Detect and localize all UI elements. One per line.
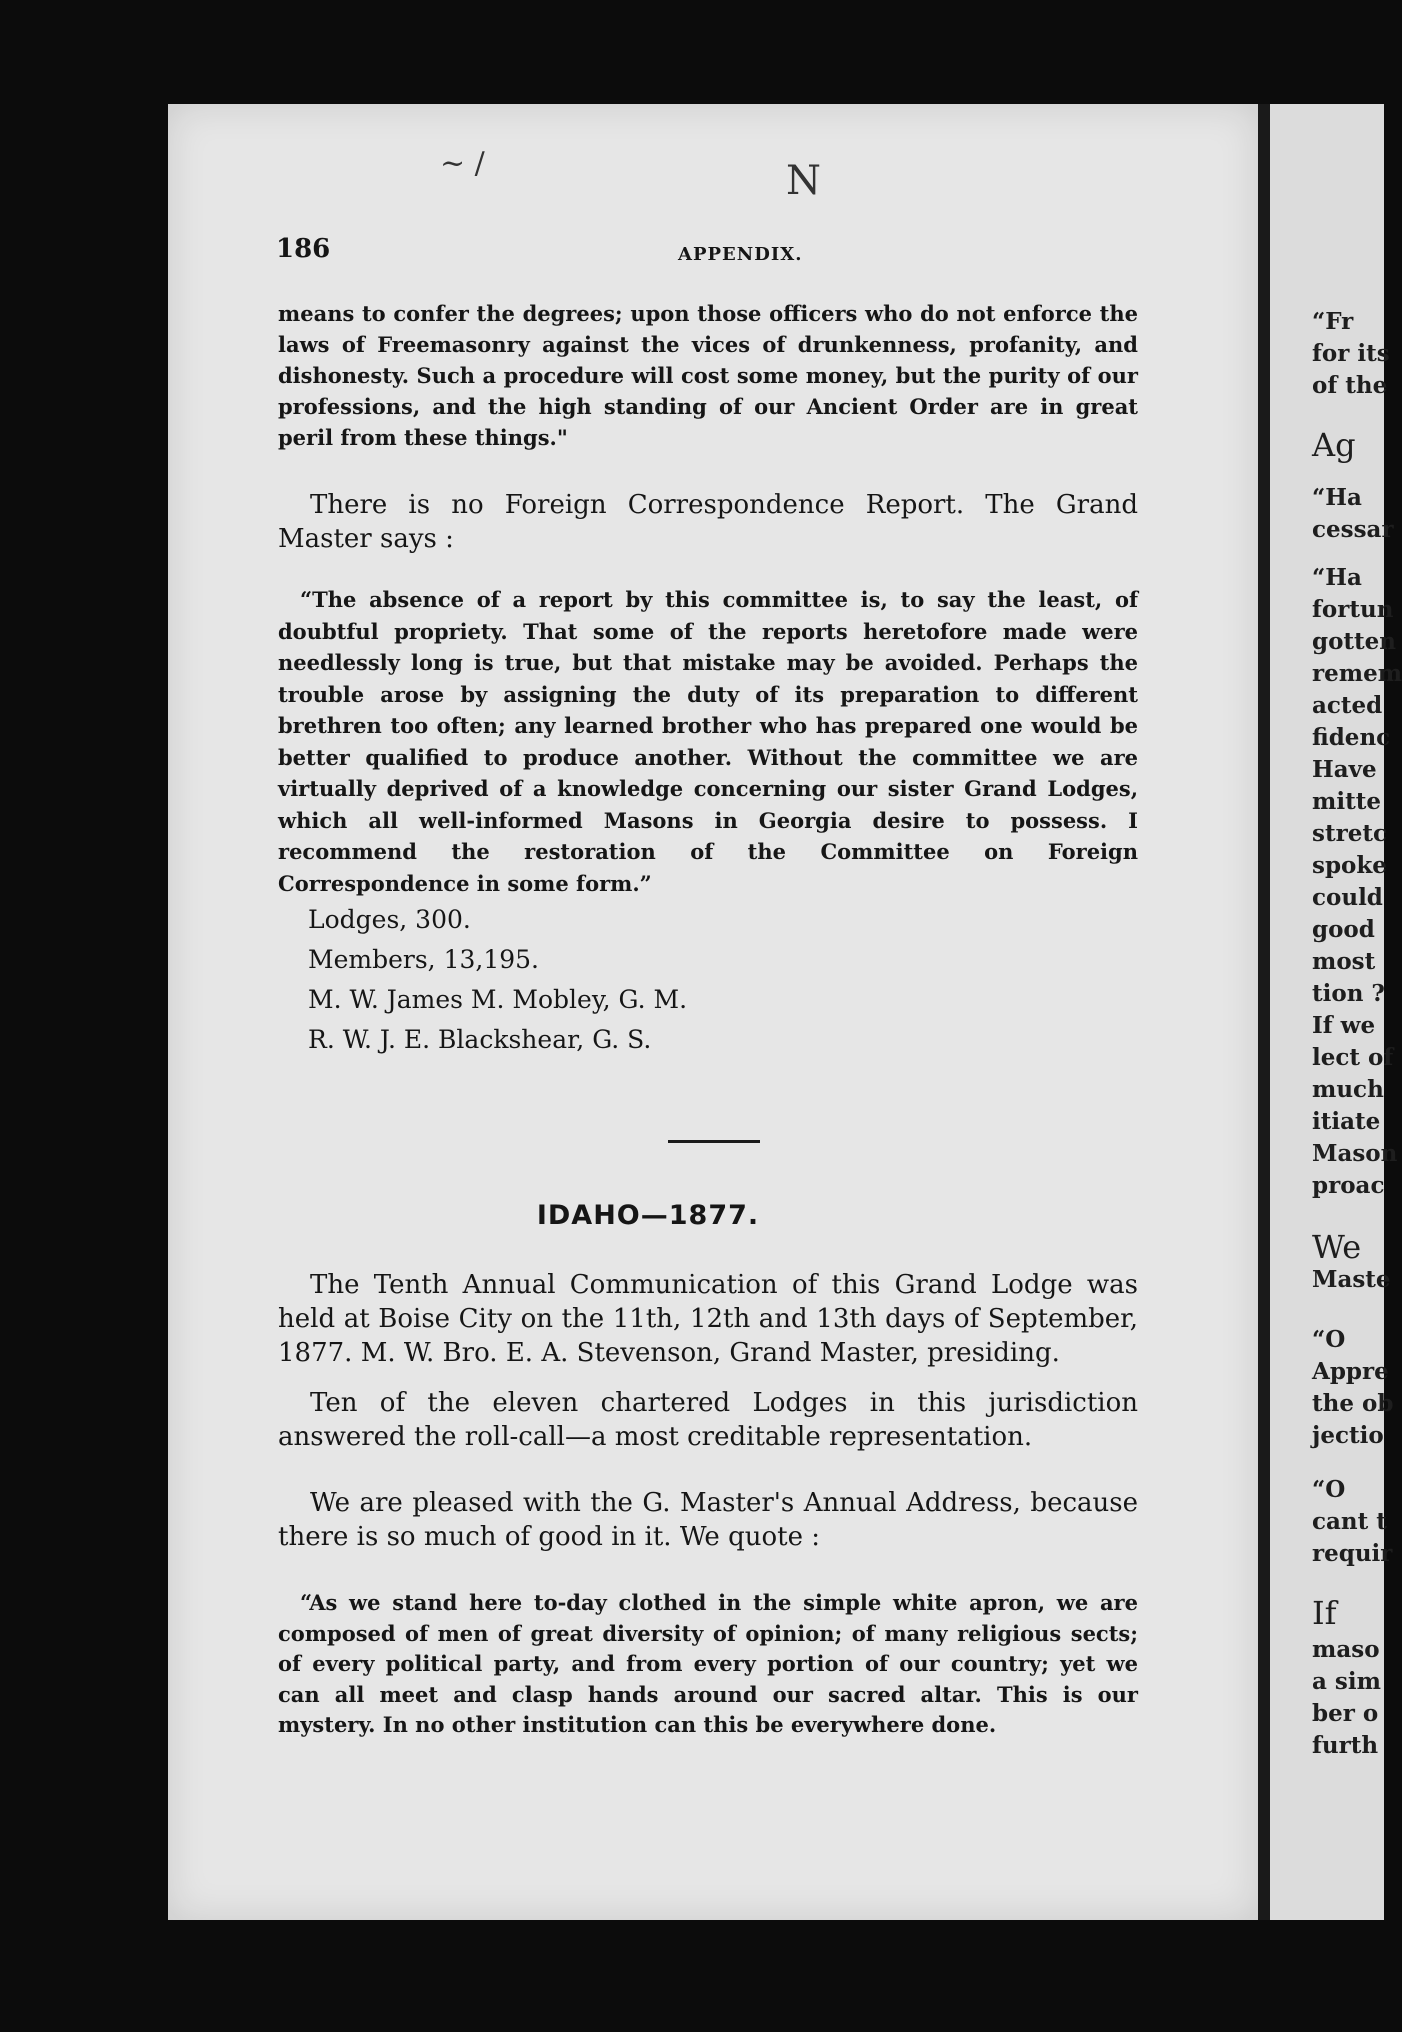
page-number: 186	[276, 234, 331, 264]
facing-page-fragment: gotten	[1312, 628, 1397, 655]
facing-page-fragment: stretc	[1312, 820, 1387, 847]
facing-page-fragment: cessar	[1312, 516, 1394, 543]
handwritten-mark: ~ /	[440, 146, 485, 181]
facing-page-fragment: requir	[1312, 1540, 1393, 1567]
section-heading: IDAHO—1877.	[536, 1200, 760, 1231]
facing-page-fragment: a sim	[1312, 1668, 1381, 1695]
facing-page-fragment: acted	[1312, 692, 1383, 719]
quote-continued	[278, 298, 1138, 453]
quote-text: “As we stand here to-day clothed in the simple white apron, we are composed of men of great diversity of opinion; of many religious sects; of every political party, and from every portion of our country; yet we can all meet and clasp hands around our sacred altar. This is our mystery. In no other institution can this be everywhere done.	[278, 1590, 1138, 1737]
facing-page-fragment: Mason	[1312, 1140, 1398, 1167]
facing-page-fragment: itiate	[1312, 1108, 1381, 1135]
facing-page-fragment: “Ha	[1312, 484, 1362, 511]
section-divider	[668, 1140, 760, 1143]
stat-line: M. W. James M. Mobley, G. M.	[308, 985, 688, 1014]
book-page-right-edge	[1270, 104, 1402, 1920]
facing-page-fragment: “O	[1312, 1476, 1346, 1503]
facing-page-fragment: good	[1312, 916, 1375, 943]
facing-page-fragment: If we	[1312, 1012, 1376, 1039]
facing-page-fragment: Appre	[1312, 1358, 1389, 1385]
facing-page-fragment: “O	[1312, 1326, 1346, 1353]
facing-page-fragment: could	[1312, 884, 1383, 911]
facing-page-fragment: remem	[1312, 660, 1402, 687]
stat-line: Lodges, 300.	[308, 905, 471, 934]
facing-page-fragment: lect of	[1312, 1044, 1394, 1071]
stat-line: Members, 13,195.	[308, 945, 539, 974]
facing-page-fragment: most	[1312, 948, 1376, 975]
lodge-statistics	[308, 900, 687, 1060]
paragraph-text: The Tenth Annual Communication of this Grand Lodge was held at Boise City on the 11th, 12th and 13th days of September, 1877. M. W. Bro. E. A. Stevenson, Grand Master, presiding.	[278, 1270, 1138, 1368]
book-page-left	[168, 104, 1258, 1920]
facing-page-fragment: mitte	[1312, 788, 1381, 815]
facing-page-fragment: Have	[1312, 756, 1377, 783]
facing-page-fragment: the ob	[1312, 1390, 1394, 1417]
idaho-quote	[278, 1588, 1138, 1741]
facing-page-fragment: tion ?	[1312, 980, 1385, 1007]
paragraph-text: There is no Foreign Correspondence Report. The Grand Master says :	[278, 490, 1138, 554]
facing-page-fragment: of the	[1312, 372, 1388, 399]
facing-page-fragment: for its	[1312, 340, 1390, 367]
facing-page-fragment: furth	[1312, 1732, 1379, 1759]
facing-page-fragment: cant t	[1312, 1508, 1387, 1535]
facing-page-fragment: We	[1312, 1228, 1362, 1266]
quote-text: “The absence of a report by this committee is, to say the least, of doubtful propriety. That some of the reports heretofore made were needlessly long is true, but that mistake may be avoided. Perhaps the trouble arose by assigning the duty of its preparation to different brethren too often; any learned brother who has prepared one would be better qualified to produce another. Without the committee we are virtually deprived of a knowledge concerning our sister Grand Lodges, which all well-informed Masons in Georgia desire to possess. I recommend the restoration of the Committee on Foreign Correspondence in some form.”	[278, 587, 1138, 896]
facing-page-fragment: proac	[1312, 1172, 1385, 1199]
facing-page-fragment: “Ha	[1312, 564, 1362, 591]
facing-page-fragment: If	[1312, 1594, 1337, 1632]
grand-master-quote	[278, 584, 1138, 899]
stat-line: R. W. J. E. Blackshear, G. S.	[308, 1025, 652, 1054]
paragraph-roll-call	[278, 1386, 1138, 1454]
facing-page-fragment: ber o	[1312, 1700, 1379, 1727]
paragraph-text: Ten of the eleven chartered Lodges in this jurisdiction answered the roll-call—a most creditable representation.	[278, 1388, 1138, 1452]
handwritten-mark: N	[786, 158, 821, 204]
paragraph-annual-communication	[278, 1268, 1138, 1370]
facing-page-fragment: Maste	[1312, 1266, 1391, 1293]
quote-text: means to confer the degrees; upon those officers who do not enforce the laws of Freemasonry against the vices of drunkenness, profanity, and dishonesty. Such a procedure will cost some money, but the purity of our professions, and the high standing of our Ancient Order are in great peril from these things."	[278, 301, 1138, 450]
facing-page-fragment: spoke	[1312, 852, 1387, 879]
paragraph-text: We are pleased with the G. Master's Annual Address, because there is so much of good in it. We quote :	[278, 1488, 1138, 1552]
facing-page-fragment: maso	[1312, 1636, 1380, 1663]
paragraph-address	[278, 1486, 1138, 1554]
facing-page-fragment: fidenc	[1312, 724, 1391, 751]
facing-page-fragment: jectio	[1312, 1422, 1384, 1449]
facing-page-fragment: “Fr	[1312, 308, 1354, 335]
facing-page-fragment: Ag	[1312, 426, 1356, 464]
facing-page-fragment: fortun	[1312, 596, 1394, 623]
running-head: APPENDIX.	[678, 244, 803, 265]
facing-page-fragment: much	[1312, 1076, 1384, 1103]
paragraph-foreign-correspondence	[278, 488, 1138, 556]
book-gutter	[1258, 104, 1270, 1920]
